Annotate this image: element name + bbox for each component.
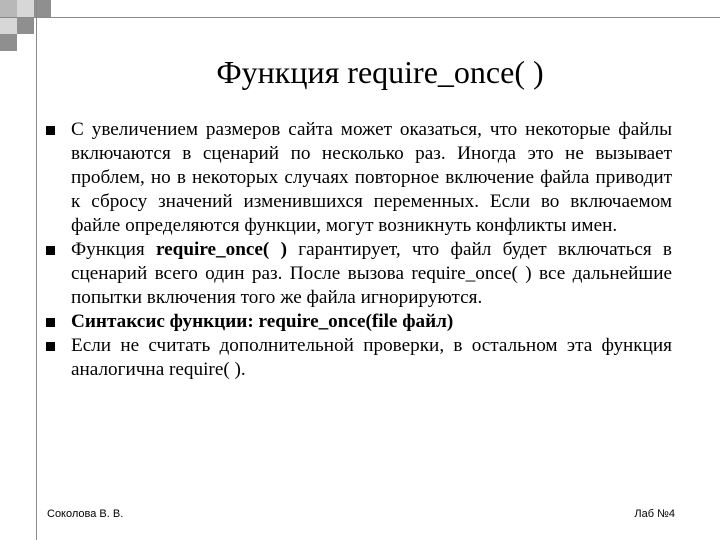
bullet-item [40, 334, 672, 382]
bullet-square-icon [46, 342, 55, 351]
bullet-text-post: гарантирует, что файл будет включаться в сценарий всего один раз. После вызова require_once( ) все дальнейшие попытки включения того же файла игнорируются. [71, 239, 672, 308]
slide-content [40, 118, 672, 382]
top-rule [0, 17, 720, 18]
decor-square [17, 17, 34, 34]
bullet-square-icon [46, 246, 55, 255]
bullet-square-icon [46, 126, 55, 135]
slide-title: Функция require_once( ) [216, 54, 544, 90]
bullet-text: С увеличением размеров сайта может оказаться, что некоторые файлы включаются в сценарий по несколько раз. Иногда это не вызывает проблем, но в некоторых случаях повторное включение файла приводит к сбросу значений изменившихся переменных. Если во включаемом файле определяются функции, могут возникнуть конфликты имен. [71, 119, 672, 236]
bullet-square-icon [46, 318, 55, 327]
decor-square [0, 34, 17, 51]
bullet-text: Если не считать дополнительной проверки, в остальном эта функция аналогична require( ). [71, 335, 672, 380]
bullet-text-pre: Функция [71, 239, 156, 260]
bullet-item [40, 310, 672, 334]
bullet-item [40, 238, 672, 310]
bullet-text-bold: require_once( ) [155, 239, 287, 260]
decor-square [0, 17, 17, 34]
decor-square [0, 0, 17, 17]
footer-lab: Лаб №4 [634, 508, 675, 520]
left-rule [36, 0, 37, 540]
decor-square [17, 0, 34, 17]
bullet-text-bold: Синтаксис функции: require_once(file файл) [71, 311, 454, 332]
bullet-list [40, 118, 672, 382]
footer-author: Соколова В. В. [47, 508, 124, 520]
bullet-item [40, 118, 672, 238]
